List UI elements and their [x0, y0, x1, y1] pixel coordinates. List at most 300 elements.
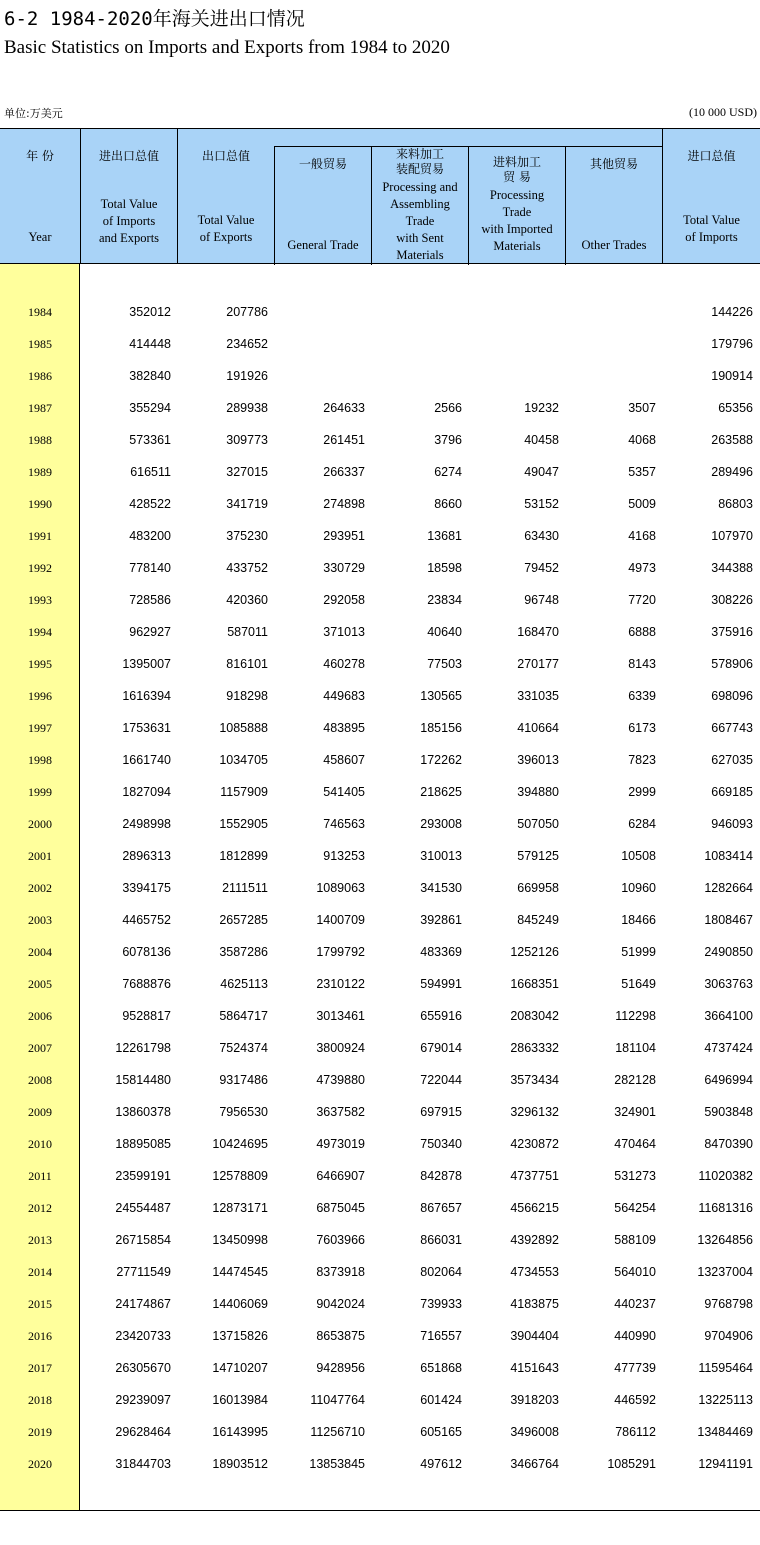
imports-cell: 308226: [711, 593, 753, 607]
year-cell: 2013: [28, 1233, 52, 1247]
imports-cell: 13264856: [697, 1233, 753, 1247]
exports-cell: 7956530: [219, 1105, 268, 1119]
imports-cell: 3664100: [704, 1009, 753, 1023]
year-cell: 2003: [28, 913, 52, 927]
general-trade-cell: 13853845: [309, 1457, 365, 1471]
other-trades-cell: 181104: [615, 1041, 656, 1055]
table-row: [0, 456, 760, 488]
assembling-trade-cell: 8660: [434, 497, 462, 511]
assembling-trade-cell: 679014: [420, 1041, 462, 1055]
table-row: [0, 776, 760, 808]
header-assembling-en-line: Materials: [396, 248, 444, 262]
table-row: [0, 1416, 760, 1448]
year-cell: 1984: [28, 305, 52, 319]
header-assembling: [371, 147, 468, 265]
year-cell: 1994: [28, 625, 52, 639]
assembling-trade-cell: 40640: [427, 625, 462, 639]
general-trade-cell: 371013: [323, 625, 365, 639]
general-trade-cell: 460278: [323, 657, 365, 671]
table-row: [0, 328, 760, 360]
imports-cell: 190914: [711, 369, 753, 383]
year-cell: 2015: [28, 1297, 52, 1311]
general-trade-cell: 266337: [323, 465, 365, 479]
imported-materials-cell: 270177: [517, 657, 559, 671]
imports-cell: 4737424: [704, 1041, 753, 1055]
assembling-trade-cell: 651868: [420, 1361, 462, 1375]
imports-cell: 946093: [711, 817, 753, 831]
total-value-cell: 27711549: [116, 1265, 171, 1279]
table-header: [0, 128, 760, 264]
other-trades-cell: 51649: [621, 977, 656, 991]
header-assembling-en-line: Assembling: [390, 197, 450, 211]
exports-cell: 191926: [226, 369, 268, 383]
assembling-trade-cell: 172262: [420, 753, 462, 767]
imports-cell: 11020382: [698, 1169, 753, 1183]
year-cell: 2002: [28, 881, 52, 895]
other-trades-cell: 3507: [628, 401, 656, 415]
assembling-trade-cell: 483369: [420, 945, 462, 959]
table-row: [0, 712, 760, 744]
general-trade-cell: 4739880: [316, 1073, 365, 1087]
year-cell: 1996: [28, 689, 52, 703]
exports-cell: 13450998: [212, 1233, 268, 1247]
other-trades-cell: 4973: [628, 561, 656, 575]
year-cell: 1986: [28, 369, 52, 383]
year-cell: 2012: [28, 1201, 52, 1215]
general-trade-cell: 913253: [323, 849, 365, 863]
year-cell: 2005: [28, 977, 52, 991]
table-row: [0, 1384, 760, 1416]
imported-materials-cell: 1252126: [510, 945, 559, 959]
year-cell: 2014: [28, 1265, 52, 1279]
table-row: [0, 488, 760, 520]
imported-materials-cell: 579125: [517, 849, 559, 863]
assembling-trade-cell: 601424: [420, 1393, 462, 1407]
header-exports-en-line: of Exports: [199, 230, 253, 244]
total-value-cell: 4465752: [122, 913, 171, 927]
imported-materials-cell: 1668351: [510, 977, 559, 991]
other-trades-cell: 531273: [614, 1169, 656, 1183]
header-imports-en-line: of Imports: [685, 230, 738, 244]
general-trade-cell: 1799792: [316, 945, 365, 959]
year-cell: 2011: [28, 1169, 52, 1183]
header-assembling-en-line: Trade: [405, 214, 435, 228]
year-cell: 2010: [28, 1137, 52, 1151]
total-value-cell: 6078136: [122, 945, 171, 959]
header-imported: [468, 147, 565, 265]
table-row: [0, 1128, 760, 1160]
year-cell: 1995: [28, 657, 52, 671]
exports-cell: 1034705: [219, 753, 268, 767]
year-cell: 1998: [28, 753, 52, 767]
year-cell: 2001: [28, 849, 52, 863]
total-value-cell: 23420733: [115, 1329, 171, 1343]
header-assembling-cn: [372, 147, 468, 177]
header-imports: [662, 129, 760, 263]
exports-cell: 7524374: [219, 1041, 268, 1055]
total-value-cell: 3394175: [122, 881, 171, 895]
table-row: [0, 744, 760, 776]
exports-cell: 5864717: [219, 1009, 268, 1023]
table-row: [0, 392, 760, 424]
table-body: [0, 296, 760, 1480]
other-trades-cell: 51999: [621, 945, 656, 959]
page-title-cn: 6-2 1984-2020年海关进出口情况: [4, 8, 305, 30]
imports-cell: 86803: [718, 497, 753, 511]
header-imports-en-line: Total Value: [683, 213, 740, 227]
year-cell: 1990: [28, 497, 52, 511]
imported-materials-cell: 331035: [517, 689, 559, 703]
table-row: [0, 1096, 760, 1128]
general-trade-cell: 1400709: [316, 913, 365, 927]
imports-cell: 669185: [711, 785, 753, 799]
general-trade-cell: 292058: [323, 593, 365, 607]
imports-cell: 13237004: [697, 1265, 753, 1279]
header-imports-cn: 进口总值: [687, 149, 736, 163]
exports-cell: 4625113: [220, 977, 268, 991]
year-cell: 2004: [28, 945, 52, 959]
other-trades-cell: 18466: [621, 913, 656, 927]
imports-cell: 107970: [711, 529, 753, 543]
exports-cell: 1552905: [219, 817, 268, 831]
exports-cell: 9317486: [219, 1073, 268, 1087]
header-total-en-line: of Imports: [102, 214, 156, 228]
year-cell: 1997: [28, 721, 52, 735]
table-row: [0, 360, 760, 392]
header-other: [565, 147, 662, 265]
general-trade-cell: 458607: [323, 753, 365, 767]
other-trades-cell: 564010: [614, 1265, 656, 1279]
assembling-trade-cell: 18598: [427, 561, 462, 575]
imports-cell: 11681316: [698, 1201, 753, 1215]
year-cell: 2016: [28, 1329, 52, 1343]
total-value-cell: 778140: [129, 561, 171, 575]
assembling-trade-cell: 802064: [420, 1265, 462, 1279]
imported-materials-cell: 394880: [517, 785, 559, 799]
exports-cell: 12873171: [212, 1201, 268, 1215]
imports-cell: 9704906: [704, 1329, 753, 1343]
exports-cell: 341719: [226, 497, 268, 511]
general-trade-cell: 6466907: [316, 1169, 365, 1183]
header-assembling-en-line: with Sent: [396, 231, 444, 245]
unit-label-cn: 单位:万美元: [4, 107, 63, 120]
header-assembling-cn-line: 来料加工: [395, 147, 444, 161]
general-trade-cell: 11256710: [310, 1425, 365, 1439]
general-trade-cell: 1089063: [316, 881, 365, 895]
header-imported-cn-line: 进料加工: [492, 155, 541, 169]
year-cell: 2000: [28, 817, 52, 831]
table-row: [0, 648, 760, 680]
total-value-cell: 1661740: [122, 753, 171, 767]
assembling-trade-cell: 716557: [420, 1329, 462, 1343]
imported-materials-cell: 4734553: [510, 1265, 559, 1279]
imports-cell: 9768798: [704, 1297, 753, 1311]
table-row: [0, 552, 760, 584]
general-trade-cell: 6875045: [316, 1201, 365, 1215]
exports-cell: 816101: [226, 657, 268, 671]
table-row: [0, 616, 760, 648]
exports-cell: 18903512: [212, 1457, 268, 1471]
exports-cell: 16013984: [212, 1393, 268, 1407]
header-imported-en-line: Trade: [502, 205, 532, 219]
imported-materials-cell: 3573434: [510, 1073, 559, 1087]
general-trade-cell: 449683: [323, 689, 365, 703]
imports-cell: 11595464: [698, 1361, 753, 1375]
assembling-trade-cell: 722044: [420, 1073, 462, 1087]
assembling-trade-cell: 23834: [427, 593, 462, 607]
imports-cell: 3063763: [704, 977, 753, 991]
header-year-cn: 年 份: [26, 149, 54, 163]
table-row: [0, 904, 760, 936]
year-cell: 1985: [28, 337, 52, 351]
imported-materials-cell: 3904404: [510, 1329, 559, 1343]
general-trade-cell: 541405: [323, 785, 365, 799]
imports-cell: 578906: [711, 657, 753, 671]
header-general-en: General Trade: [287, 238, 359, 252]
table-row: [0, 1320, 760, 1352]
general-trade-cell: 9428956: [316, 1361, 365, 1375]
general-trade-cell: 261451: [323, 433, 365, 447]
imported-materials-cell: 3466764: [510, 1457, 559, 1471]
exports-cell: 14406069: [212, 1297, 268, 1311]
other-trades-cell: 446592: [614, 1393, 656, 1407]
total-value-cell: 24174867: [115, 1297, 171, 1311]
year-cell: 2008: [28, 1073, 52, 1087]
assembling-trade-cell: 497612: [420, 1457, 462, 1471]
imports-cell: 263588: [711, 433, 753, 447]
imports-cell: 627035: [711, 753, 753, 767]
imports-cell: 13484469: [697, 1425, 753, 1439]
general-trade-cell: 274898: [323, 497, 365, 511]
header-total: [80, 129, 177, 263]
imported-materials-cell: 507050: [517, 817, 559, 831]
imported-materials-cell: 40458: [524, 433, 559, 447]
table-row: [0, 1160, 760, 1192]
table-row: [0, 296, 760, 328]
imported-materials-cell: 669958: [517, 881, 559, 895]
imported-materials-cell: 63430: [524, 529, 559, 543]
total-value-cell: 382840: [129, 369, 171, 383]
imported-materials-cell: 19232: [524, 401, 559, 415]
header-total-cn: 进出口总值: [98, 149, 159, 163]
general-trade-cell: 11047764: [310, 1393, 365, 1407]
other-trades-cell: 5357: [628, 465, 656, 479]
general-trade-cell: 483895: [323, 721, 365, 735]
exports-cell: 207786: [226, 305, 268, 319]
exports-cell: 13715826: [212, 1329, 268, 1343]
imports-cell: 144226: [711, 305, 753, 319]
year-cell: 1993: [28, 593, 52, 607]
other-trades-cell: 7720: [628, 593, 656, 607]
page-title-en: Basic Statistics on Imports and Exports from 1984 to 2020: [4, 37, 450, 58]
table-row: [0, 1000, 760, 1032]
general-trade-cell: 9042024: [316, 1297, 365, 1311]
imported-materials-cell: 4566215: [510, 1201, 559, 1215]
imported-materials-cell: 396013: [517, 753, 559, 767]
general-trade-cell: 2310122: [316, 977, 365, 991]
exports-cell: 10424695: [212, 1137, 268, 1151]
imported-materials-cell: 845249: [517, 913, 559, 927]
total-value-cell: 18895085: [115, 1137, 171, 1151]
total-value-cell: 7688876: [122, 977, 171, 991]
imported-materials-cell: 168470: [517, 625, 559, 639]
table-row: [0, 1224, 760, 1256]
table-row: [0, 584, 760, 616]
total-value-cell: 428522: [129, 497, 171, 511]
other-trades-cell: 4168: [628, 529, 656, 543]
table-row: [0, 872, 760, 904]
assembling-trade-cell: 867657: [420, 1201, 462, 1215]
other-trades-cell: 440237: [614, 1297, 656, 1311]
other-trades-cell: 6339: [628, 689, 656, 703]
total-value-cell: 483200: [129, 529, 171, 543]
exports-cell: 309773: [226, 433, 268, 447]
exports-cell: 587011: [227, 625, 268, 639]
total-value-cell: 2896313: [122, 849, 171, 863]
imports-cell: 289496: [711, 465, 753, 479]
header-total-en-line: Total Value: [100, 197, 158, 211]
other-trades-cell: 10508: [621, 849, 656, 863]
header-exports-cn: 出口总值: [201, 149, 250, 163]
total-value-cell: 15814480: [115, 1073, 171, 1087]
header-year: [0, 129, 80, 263]
imported-materials-cell: 3918203: [510, 1393, 559, 1407]
other-trades-cell: 477739: [614, 1361, 656, 1375]
imports-cell: 179796: [711, 337, 753, 351]
exports-cell: 420360: [226, 593, 268, 607]
imports-cell: 8470390: [704, 1137, 753, 1151]
table-row: [0, 680, 760, 712]
imports-cell: 667743: [711, 721, 753, 735]
assembling-trade-cell: 2566: [434, 401, 462, 415]
exports-cell: 1812899: [219, 849, 268, 863]
assembling-trade-cell: 392861: [420, 913, 462, 927]
table-bottom-rule: [0, 1510, 760, 1511]
exports-cell: 3587286: [219, 945, 268, 959]
table-row: [0, 1352, 760, 1384]
total-value-cell: 616511: [130, 465, 171, 479]
imported-materials-cell: 4392892: [510, 1233, 559, 1247]
assembling-trade-cell: 13681: [427, 529, 462, 543]
table-row: [0, 1256, 760, 1288]
header-assembling-cn-line: 装配贸易: [395, 162, 444, 176]
header-year-en: Year: [28, 230, 52, 244]
exports-cell: 14474545: [212, 1265, 268, 1279]
assembling-trade-cell: 842878: [420, 1169, 462, 1183]
table-row: [0, 968, 760, 1000]
imports-cell: 344388: [711, 561, 753, 575]
imported-materials-cell: 49047: [524, 465, 559, 479]
exports-cell: 375230: [226, 529, 268, 543]
year-cell: 2009: [28, 1105, 52, 1119]
other-trades-cell: 5009: [628, 497, 656, 511]
imports-cell: 6496994: [704, 1073, 753, 1087]
total-value-cell: 352012: [129, 305, 171, 319]
table-row: [0, 1288, 760, 1320]
imported-materials-cell: 2863332: [510, 1041, 559, 1055]
general-trade-cell: 746563: [323, 817, 365, 831]
table-row: [0, 1448, 760, 1480]
other-trades-cell: 282128: [614, 1073, 656, 1087]
table-row: [0, 424, 760, 456]
imported-materials-cell: 4151643: [510, 1361, 559, 1375]
exports-cell: 14710207: [212, 1361, 268, 1375]
imported-materials-cell: 4230872: [510, 1137, 559, 1151]
general-trade-cell: 293951: [323, 529, 365, 543]
table-row: [0, 808, 760, 840]
general-trade-cell: 8373918: [316, 1265, 365, 1279]
exports-cell: 433752: [226, 561, 268, 575]
imported-materials-cell: 3496008: [510, 1425, 559, 1439]
total-value-cell: 29628464: [115, 1425, 171, 1439]
exports-cell: 1157909: [220, 785, 268, 799]
header-total-en: [81, 196, 177, 247]
header-total-en-line: and Exports: [98, 231, 160, 245]
assembling-trade-cell: 77503: [427, 657, 462, 671]
year-cell: 2007: [28, 1041, 52, 1055]
other-trades-cell: 2999: [628, 785, 656, 799]
header-exports-en: [178, 212, 274, 246]
other-trades-cell: 324901: [614, 1105, 656, 1119]
imports-cell: 375916: [711, 625, 753, 639]
imported-materials-cell: 53152: [524, 497, 559, 511]
total-value-cell: 9528817: [122, 1009, 171, 1023]
header-imported-en-line: Materials: [493, 239, 541, 253]
exports-cell: 327015: [226, 465, 268, 479]
imports-cell: 2490850: [704, 945, 753, 959]
other-trades-cell: 588109: [614, 1233, 656, 1247]
total-value-cell: 355294: [129, 401, 171, 415]
table-row: [0, 1032, 760, 1064]
unit-label-en: (10 000 USD): [689, 105, 757, 119]
exports-cell: 289938: [226, 401, 268, 415]
imports-cell: 1282664: [704, 881, 753, 895]
other-trades-cell: 440990: [614, 1329, 656, 1343]
assembling-trade-cell: 605165: [420, 1425, 462, 1439]
imports-cell: 65356: [718, 401, 753, 415]
general-trade-cell: 4973019: [316, 1137, 365, 1151]
exports-cell: 2657285: [219, 913, 268, 927]
header-general-cn: 一般贸易: [298, 157, 347, 171]
imports-cell: 5903848: [704, 1105, 753, 1119]
other-trades-cell: 7823: [628, 753, 656, 767]
total-value-cell: 728586: [129, 593, 171, 607]
total-value-cell: 1753631: [122, 721, 171, 735]
year-cell: 1992: [28, 561, 52, 575]
assembling-trade-cell: 750340: [420, 1137, 462, 1151]
table-row: [0, 840, 760, 872]
other-trades-cell: 4068: [628, 433, 656, 447]
year-cell: 2018: [28, 1393, 52, 1407]
table-row: [0, 520, 760, 552]
total-value-cell: 13860378: [115, 1105, 171, 1119]
header-general: [274, 147, 371, 265]
year-cell: 2006: [28, 1009, 52, 1023]
year-cell: 1991: [28, 529, 52, 543]
imports-cell: 13225113: [698, 1393, 753, 1407]
imported-materials-cell: 2083042: [510, 1009, 559, 1023]
assembling-trade-cell: 293008: [420, 817, 462, 831]
other-trades-cell: 10960: [621, 881, 656, 895]
header-imported-cn: [469, 155, 565, 185]
other-trades-cell: 1085291: [607, 1457, 656, 1471]
year-cell: 1988: [28, 433, 52, 447]
total-value-cell: 2498998: [122, 817, 171, 831]
general-trade-cell: 3013461: [316, 1009, 365, 1023]
exports-cell: 918298: [226, 689, 268, 703]
header-imported-en: [469, 187, 565, 255]
imported-materials-cell: 79452: [524, 561, 559, 575]
